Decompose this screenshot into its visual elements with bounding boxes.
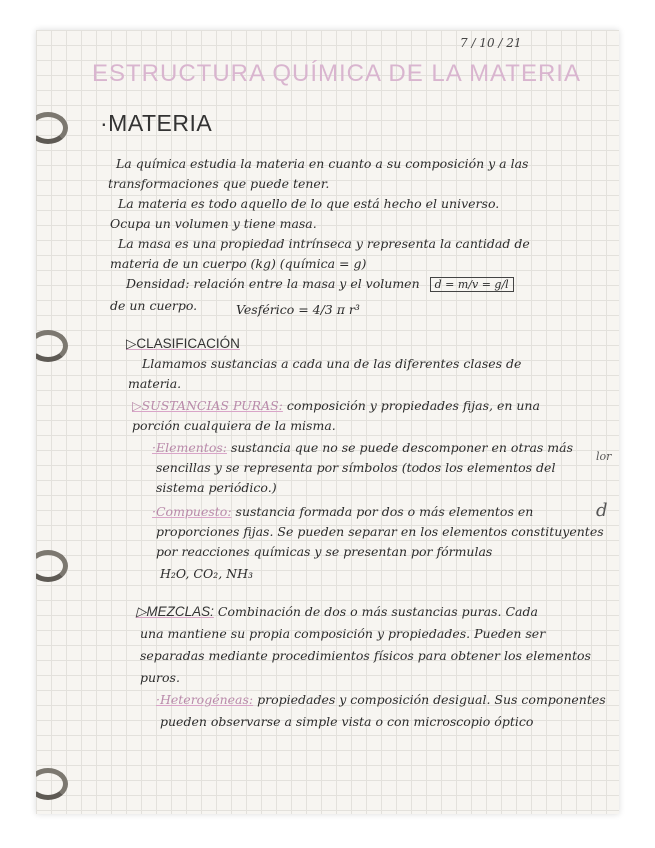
text-line: puros. bbox=[140, 670, 180, 685]
margin-note: lor bbox=[596, 450, 612, 463]
text-line: Ocupa un volumen y tiene masa. bbox=[110, 216, 317, 231]
margin-note: d bbox=[596, 500, 608, 521]
text-line: transformaciones que puede tener. bbox=[108, 176, 330, 191]
binder-ring bbox=[36, 112, 68, 144]
text-line: por reacciones químicas y se presentan por fórmulas bbox=[156, 544, 493, 559]
text-line: de un cuerpo. bbox=[110, 298, 198, 313]
elementos-label: ·Elementos: bbox=[152, 440, 227, 455]
text-line: una mantiene su propia composición y propiedades. Pueden ser bbox=[140, 626, 546, 641]
text-line: ·Heterogéneas: propiedades y composición desigual. Sus componentes bbox=[156, 692, 606, 707]
text-line: La química estudia la materia en cuanto a su composición y a las bbox=[116, 156, 529, 171]
text-line: ▷SUSTANCIAS PURAS: composición y propiedades fijas, en una bbox=[132, 398, 540, 413]
text-line bbox=[126, 276, 514, 292]
density-text: Densidad: relación entre la masa y el volumen bbox=[126, 276, 420, 291]
text-line: ·Elementos: sustancia que no se puede descomponer en otras más bbox=[152, 440, 574, 455]
compuesto-label: ·Compuesto: bbox=[152, 504, 232, 519]
text-line: La materia es todo aquello de lo que está hecho el universo. bbox=[118, 196, 500, 211]
binder-ring bbox=[36, 768, 68, 800]
text-line: materia. bbox=[128, 376, 182, 391]
puras-label: ▷SUSTANCIAS PURAS: bbox=[132, 398, 283, 413]
text-line: proporciones fijas. Se pueden separar en los elementos constituyentes bbox=[156, 524, 604, 539]
text-line: H₂O, CO₂, NH₃ bbox=[160, 566, 253, 581]
text-line: sistema periódico.) bbox=[156, 480, 277, 495]
density-formula: d = m/v = g/l bbox=[430, 277, 514, 292]
heading-clasificacion: ▷CLASIFICACIÓN bbox=[126, 336, 240, 351]
text-line: ▷MEZCLAS: Combinación de dos o más sustancias puras. Cada bbox=[136, 604, 538, 619]
sphere-volume-formula: Vesférico = 4/3 π r³ bbox=[236, 302, 360, 317]
notebook-page bbox=[36, 30, 619, 814]
binder-ring bbox=[36, 330, 68, 362]
text-line: pueden observarse a simple vista o con microscopio óptico bbox=[160, 714, 534, 729]
heading-materia: ·MATERIA bbox=[100, 110, 213, 136]
heterogeneas-label: ·Heterogéneas: bbox=[156, 692, 254, 707]
binder-ring bbox=[36, 550, 68, 582]
text-line: Llamamos sustancias a cada una de las diferentes clases de bbox=[142, 356, 522, 371]
text-line: separadas mediante procedimientos físicos para obtener los elementos bbox=[140, 648, 591, 663]
text-line: La masa es una propiedad intrínseca y representa la cantidad de bbox=[118, 236, 530, 251]
text-line: porción cualquiera de la misma. bbox=[132, 418, 336, 433]
date: 7 / 10 / 21 bbox=[460, 36, 522, 50]
text-line: sencillas y se representa por símbolos (todos los elementos del bbox=[156, 460, 556, 475]
mezclas-label: ▷MEZCLAS: bbox=[136, 604, 214, 619]
text-line: ·Compuesto: sustancia formada por dos o más elementos en bbox=[152, 504, 534, 519]
page-title: ESTRUCTURA QUÍMICA DE LA MATERIA bbox=[92, 60, 581, 87]
text-line: materia de un cuerpo (kg) (química = g) bbox=[110, 256, 367, 271]
